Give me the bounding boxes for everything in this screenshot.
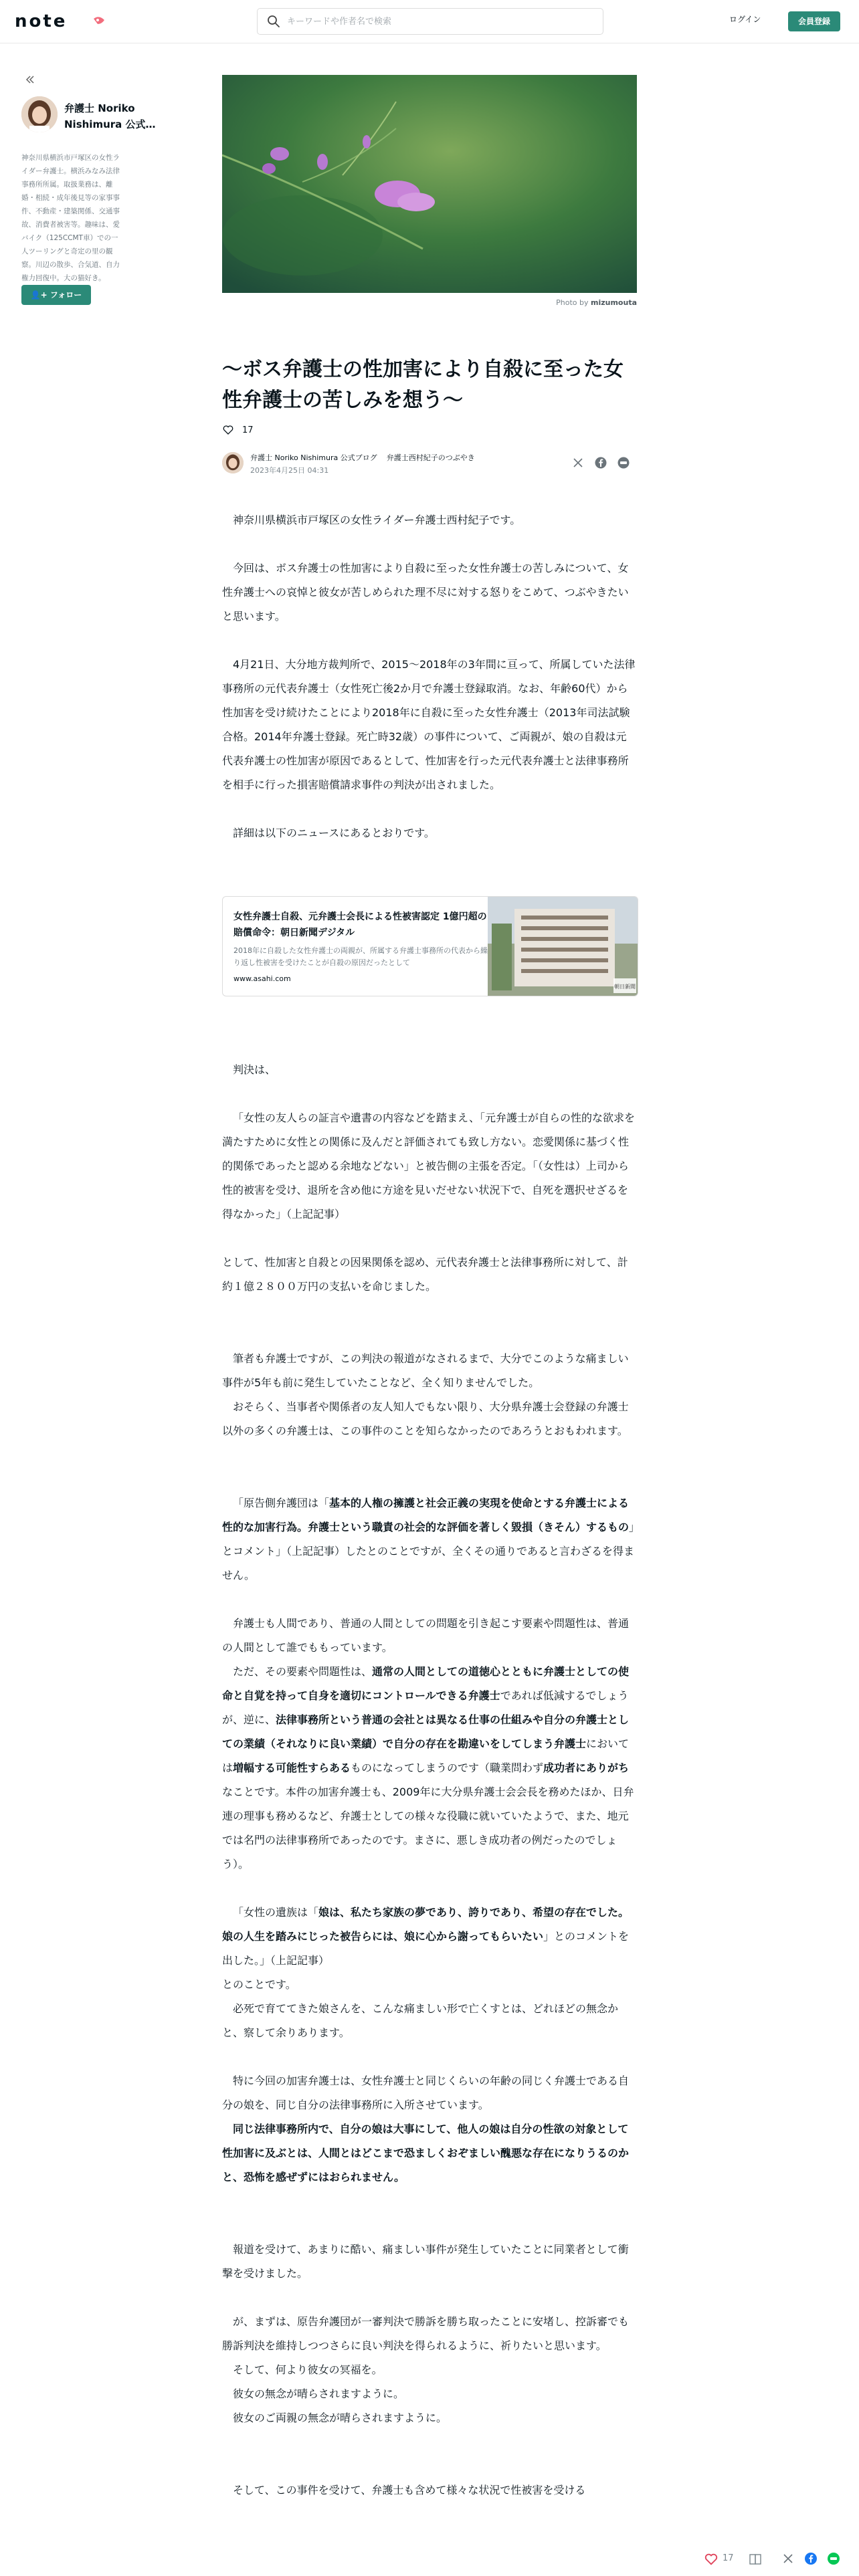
author-avatar[interactable] <box>21 96 58 132</box>
search-box[interactable] <box>257 8 603 35</box>
link-card-description: 2018年に自殺した女性弁護士の両親が、所属する弁護士事務所の代表から繰り返し性被害を受けたことが自殺の原因だったとして <box>233 946 488 967</box>
magazine-link[interactable]: 弁護士 Noriko Nishimura 公式ブログ <box>250 453 377 462</box>
add-user-icon: 👤+ <box>30 290 47 300</box>
paragraph: 必死で育ててきた娘さんを、こんな痛ましい形で亡くすとは、どれほどの無念かと、察して余りあります。 <box>222 2002 619 2039</box>
hero-image <box>222 75 637 293</box>
text-run: ただ、その要素や問題性は、 <box>233 1665 373 1678</box>
photo-credit-prefix: Photo by <box>556 298 589 307</box>
publish-date: 2023年4月25日 04:31 <box>250 466 329 475</box>
author-bio: 神奈川県横浜市戸塚区の女性ライダー弁護士。横浜みなみ法律事務所所属。取扱業務は、離婚・相続・成年後見等の家事事件、不動産・建築関係、交通事故、消費者被害等。趣味は、愛バイク（125CCMT車）での一人ツーリングと奇定の里の観察。川辺の散歩、合気道、自力権力回復中。大の猫好き。 <box>21 154 120 282</box>
magazine-add-icon[interactable] <box>748 2552 763 2567</box>
author-name[interactable]: 弁護士 Noriko Nishimura 公式… <box>64 102 156 130</box>
paragraph: そして、この事件を受けて、弁護士も含めて様々な状況で性被害を受ける <box>233 2484 586 2496</box>
paragraph: おそらく、当事者や関係者の友人知人でもない限り、大分県弁護士会登録の弁護士以外の多くの弁護士は、この事件のことを知らなかったのであろうとおもわれます。 <box>222 1400 629 1437</box>
thumbnail-caption: 朝日新聞 <box>614 984 636 990</box>
bold-text: 娘は、私たち家族の夢であり、誇りであり、希望の存在でした。娘の人生を踏みにじった被告らには、娘に心から謝ってもらいたい <box>222 1906 630 1943</box>
like-count-floating: 17 <box>723 2553 734 2563</box>
bold-text: 同じ法律事務所内で、自分の娘は大事にして、他人の娘は自分の性欲の対象として性加害に及ぶとは、人間とはどこまで恐ましくおぞましい醜悪な存在になりうるのかと、恐怖を感ぜずにはおられません。 <box>222 2123 630 2183</box>
search-icon <box>267 15 280 28</box>
paragraph: 彼女の無念が晴らされますように。 <box>233 2387 405 2400</box>
text-run: であれば低減するでしょうが、逆に、 <box>222 1689 629 1726</box>
paragraph <box>222 1901 637 1973</box>
site-header <box>0 0 859 43</box>
text-run: なことです。本件の加害弁護士も、2009年に大分県弁護士会会長を務めたほか、日弁連の理事も務めるなど、弁護士としての様々な役職に就いていたようで、また、地元では名門の法律事務所であったのです。まさに、悪しき成功者の例だったのでしょう）。 <box>222 1786 634 1870</box>
text-run: においては <box>222 1737 630 1774</box>
paragraph: が、まずは、原告弁護団が一審判決で勝訴を勝ち取ったことに安堵し、控訴審でも勝訴判決を維持しつつさらに良い判決を得られるように、祈りたいと思います。 <box>222 2315 630 2352</box>
paragraph: 筆者も弁護士ですが、この判決の報道がなされるまで、大分でこのような痛ましい事件が5年も前に発生していたことなど、全く知りませんでした。 <box>222 1352 629 1389</box>
paragraph: とのことです。 <box>222 1978 296 1991</box>
login-link[interactable]: ログイン <box>729 15 761 24</box>
line-share-icon[interactable] <box>617 456 630 469</box>
note-logo[interactable] <box>15 12 108 31</box>
follow-button[interactable] <box>21 285 91 305</box>
paragraph: 判決は、 <box>233 1063 276 1076</box>
text-run: 「女性の遺族は「 <box>233 1906 319 1919</box>
photo-credit-name[interactable]: mizumouta <box>591 298 637 307</box>
text-run: 「原告側弁護団は「 <box>233 1497 330 1509</box>
byline-names <box>250 452 475 464</box>
paragraph: 特に今回の加害弁護士は、女性弁護士と同じくらいの年齢の同じく弁護士である自分の娘を、同じ自分の法律事務所に入所させています。 <box>222 2074 630 2111</box>
paragraph: 弁護士も人間であり、普通の人間としての問題を引き起こす要素や問題性は、普通の人間として誰でももっています。 <box>222 1617 630 1654</box>
byline-avatar[interactable] <box>222 452 244 473</box>
link-card-thumbnail <box>488 897 638 996</box>
logo-text: note <box>15 12 68 31</box>
text-run: 」とコメント」（上記記事）したとのことですが、全くその通りであると言わざるを得ません。 <box>222 1521 635 1582</box>
like-count: 17 <box>242 425 254 435</box>
like-heart-icon[interactable] <box>704 2552 719 2567</box>
bold-text: 成功者にありがち <box>543 1761 630 1774</box>
embedded-link-card[interactable] <box>222 896 638 996</box>
bold-text: 法律事務所という普通の会社とは異なる仕事の仕組みや自分の弁護士としての業績（それなりに良い業績）で自分の存在を勘違いをしてしまう弁護士 <box>222 1713 630 1750</box>
follow-label: フォロー <box>50 290 82 300</box>
link-card-domain: www.asahi.com <box>233 974 291 983</box>
bold-text: 通常の人間としての道徳心とともに弁護士としての使命と自覚を持って自身を適切にコントロールできる弁護士 <box>222 1665 630 1702</box>
x-share-icon[interactable] <box>571 456 585 469</box>
paragraph <box>222 1660 637 1876</box>
quote-paragraph: 「女性の友人らの証言や遺書の内容などを踏まえ、「元弁護士が自らの性的な欲求を満たすために女性との関係に及んだと評価されても致し方ない。恋愛関係に基づく性的関係であったと認める余地などない」と被告側の主張を否定。「（女性は）上司から性的被害を受け、退所を含め他に方途を見いだせない状況下で、自死を選択せざるを得なかった」（上記記事） <box>222 1111 635 1220</box>
floating-action-bar <box>704 2549 852 2569</box>
paragraph: 彼女のご両親の無念が晴らされますように。 <box>233 2411 448 2424</box>
line-share-icon[interactable] <box>827 2552 840 2565</box>
paragraph <box>222 2117 637 2189</box>
paragraph: 4月21日、大分地方裁判所で、2015〜2018年の3年間に亘って、所属していた法律事務所の元代表弁護士（女性死亡後2か月で弁護士登録取消。なお、年齢60代）から性加害を受け続けたことにより2018年に自殺に至った女性弁護士（2013年司法試験合格。2014年弁護士登録。死亡時32歳）の事件について、ご両親が、娘の自殺は元代表弁護士の性加害が原因であるとして、性加害を行った元代表弁護士と法律事務所を相手に行った損害賠償請求事件の判決が出されました。 <box>222 658 636 791</box>
link-card-title: 女性弁護士自殺、元弁護士会長による性被害認定 1億円超の賠償命令：朝日新聞デジタル <box>233 911 487 938</box>
article-body-main <box>222 1058 637 2502</box>
photo-credit <box>556 298 637 307</box>
bold-text: 基本的人権の擁護と社会正義の実現を使命とする弁護士による性的な加害行為。弁護士という職責の社会的な評価を著しく毀損（きそん）するもの <box>222 1497 630 1533</box>
signup-button[interactable]: 会員登録 <box>788 11 840 31</box>
paragraph: として、性加害と自殺との因果関係を認め、元代表弁護士と法律事務所に対して、計約１億２８００万円の支払いを命じました。 <box>222 1256 628 1293</box>
author-link[interactable]: 弁護士西村紀子のつぶやき <box>386 453 475 462</box>
search-input[interactable] <box>286 11 596 31</box>
paragraph <box>222 1491 637 1588</box>
heart-icon[interactable] <box>222 424 234 436</box>
collapse-sidebar-icon[interactable] <box>24 74 36 86</box>
facebook-share-icon[interactable] <box>804 2552 818 2565</box>
paragraph: 詳細は以下のニュースにあるとおりです。 <box>233 827 435 839</box>
text-run: ものになってしまうのです（職業問わず <box>351 1761 544 1774</box>
text-run: 」とのコメントを出した。」（上記記事） <box>222 1930 630 1967</box>
paragraph: 報道を受けて、あまりに酷い、痛ましい事件が発生していたことに同業者として衝撃を受けました。 <box>222 2243 629 2280</box>
paragraph: 神奈川県横浜市戸塚区の女性ライダー弁護士西村紀子です。 <box>233 514 521 526</box>
bold-text: 増幅する可能性すらある <box>233 1761 351 1774</box>
byline <box>222 452 637 486</box>
article-title: 〜ボス弁護士の性加害により自殺に至った女性弁護士の苦しみを想う〜 <box>222 358 624 412</box>
paragraph: 今回は、ボス弁護士の性加害により自殺に至った女性弁護士の苦しみについて、女性弁護士への哀悼と彼女が苦しめられた理不尽に対する怒りをこめて、つぶやきたいと思います。 <box>222 562 629 623</box>
article-body-intro <box>222 508 637 845</box>
x-share-icon[interactable] <box>781 2552 795 2565</box>
paragraph: そして、何より彼女の冥福を。 <box>233 2363 383 2376</box>
facebook-share-icon[interactable] <box>594 456 607 469</box>
